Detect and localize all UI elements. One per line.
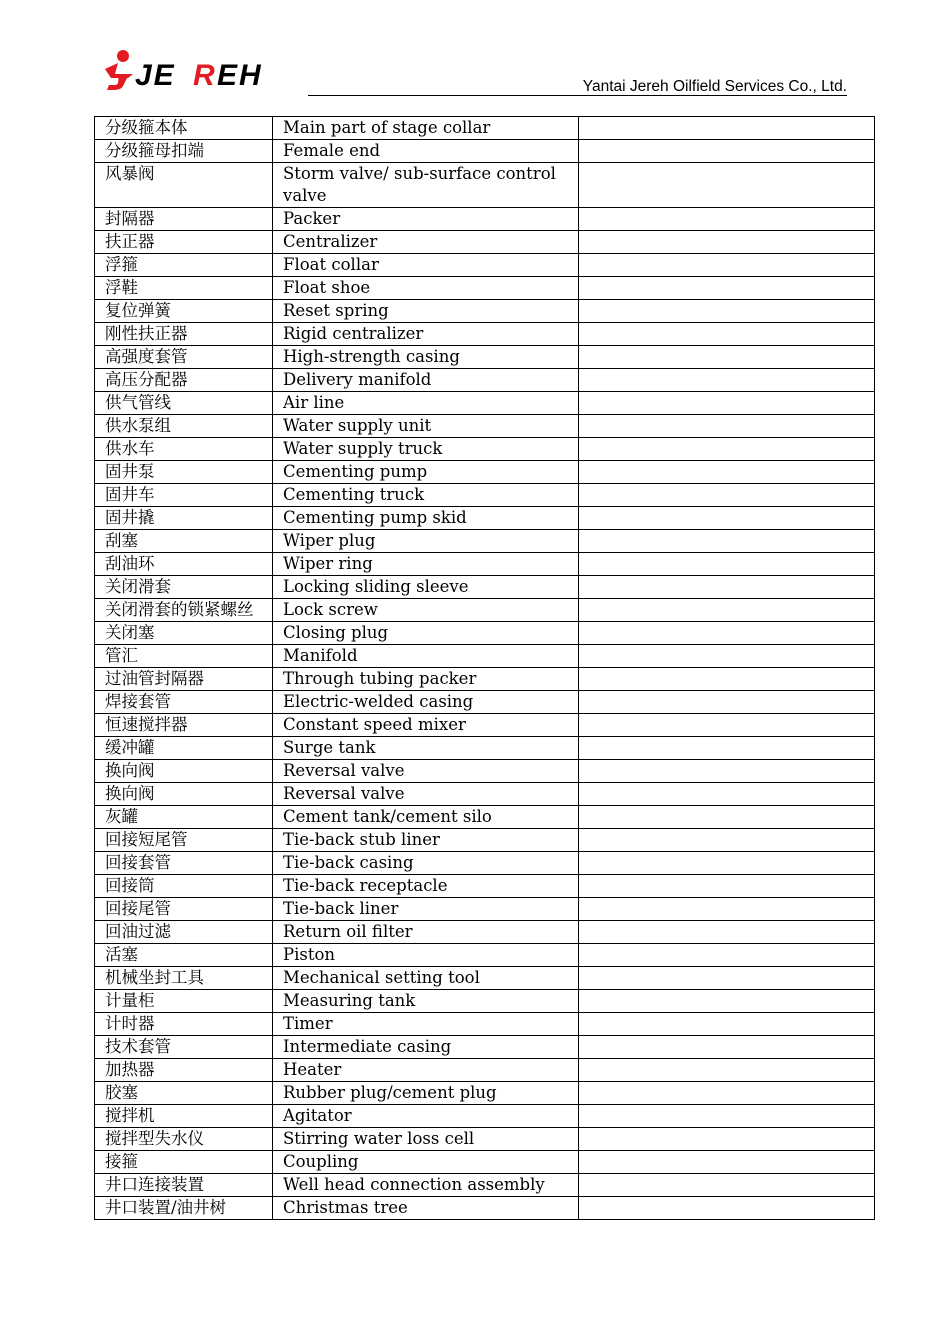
chinese-term: 活塞 (95, 944, 273, 967)
chinese-term: 井口连接装置 (95, 1174, 273, 1197)
glossary-body (95, 117, 875, 1220)
note-cell (579, 392, 875, 415)
chinese-term: 高压分配器 (95, 369, 273, 392)
table-row (95, 576, 875, 599)
chinese-term: 固井泵 (95, 461, 273, 484)
note-cell (579, 231, 875, 254)
chinese-term: 计量柜 (95, 990, 273, 1013)
chinese-term: 恒速搅拌器 (95, 714, 273, 737)
table-row (95, 944, 875, 967)
table-row (95, 1036, 875, 1059)
chinese-term: 高强度套管 (95, 346, 273, 369)
chinese-term: 回接筒 (95, 875, 273, 898)
header-rule (308, 95, 847, 96)
table-row (95, 231, 875, 254)
chinese-term: 回接尾管 (95, 898, 273, 921)
table-row (95, 622, 875, 645)
english-term: Main part of stage collar (273, 117, 579, 140)
svg-text:R: R (193, 59, 215, 92)
english-term: Reversal valve (273, 760, 579, 783)
jereh-logo (103, 48, 303, 92)
english-term: Constant speed mixer (273, 714, 579, 737)
english-term: Coupling (273, 1151, 579, 1174)
chinese-term: 固井车 (95, 484, 273, 507)
english-term: Centralizer (273, 231, 579, 254)
english-term: Timer (273, 1013, 579, 1036)
chinese-term: 刮油环 (95, 553, 273, 576)
table-row (95, 530, 875, 553)
english-term: Cementing truck (273, 484, 579, 507)
chinese-term: 分级箍母扣端 (95, 140, 273, 163)
table-row (95, 714, 875, 737)
table-row (95, 392, 875, 415)
note-cell (579, 737, 875, 760)
table-row (95, 461, 875, 484)
svg-text:EH: EH (217, 59, 263, 92)
note-cell (579, 599, 875, 622)
chinese-term: 关闭塞 (95, 622, 273, 645)
note-cell (579, 875, 875, 898)
chinese-term: 灰罐 (95, 806, 273, 829)
company-name: Yantai Jereh Oilfield Services Co., Ltd. (582, 78, 847, 95)
english-term: High-strength casing (273, 346, 579, 369)
note-cell (579, 1151, 875, 1174)
note-cell (579, 530, 875, 553)
table-row (95, 1151, 875, 1174)
svg-text:JE: JE (135, 59, 176, 92)
table-row (95, 140, 875, 163)
english-term: Air line (273, 392, 579, 415)
chinese-term: 刮塞 (95, 530, 273, 553)
english-term: Storm valve/ sub-surface control valve (273, 163, 579, 208)
note-cell (579, 1059, 875, 1082)
table-row (95, 163, 875, 208)
note-cell (579, 553, 875, 576)
english-term: Lock screw (273, 599, 579, 622)
chinese-term: 浮鞋 (95, 277, 273, 300)
note-cell (579, 852, 875, 875)
note-cell (579, 806, 875, 829)
chinese-term: 换向阀 (95, 760, 273, 783)
table-row (95, 1197, 875, 1220)
english-term: Water supply truck (273, 438, 579, 461)
english-term: Cementing pump (273, 461, 579, 484)
chinese-term: 关闭滑套的锁紧螺丝 (95, 599, 273, 622)
chinese-term: 计时器 (95, 1013, 273, 1036)
chinese-term: 供水车 (95, 438, 273, 461)
english-term: Delivery manifold (273, 369, 579, 392)
table-row (95, 737, 875, 760)
english-term: Reversal valve (273, 783, 579, 806)
chinese-term: 搅拌机 (95, 1105, 273, 1128)
note-cell (579, 1197, 875, 1220)
english-term: Wiper plug (273, 530, 579, 553)
table-row (95, 645, 875, 668)
note-cell (579, 117, 875, 140)
note-cell (579, 714, 875, 737)
note-cell (579, 944, 875, 967)
english-term: Tie-back stub liner (273, 829, 579, 852)
english-term: Water supply unit (273, 415, 579, 438)
note-cell (579, 967, 875, 990)
chinese-term: 加热器 (95, 1059, 273, 1082)
chinese-term: 回接套管 (95, 852, 273, 875)
note-cell (579, 829, 875, 852)
table-row (95, 1082, 875, 1105)
table-row (95, 484, 875, 507)
chinese-term: 扶正器 (95, 231, 273, 254)
note-cell (579, 277, 875, 300)
english-term: Packer (273, 208, 579, 231)
note-cell (579, 783, 875, 806)
page-header (0, 0, 950, 110)
note-cell (579, 1036, 875, 1059)
chinese-term: 供气管线 (95, 392, 273, 415)
table-row (95, 346, 875, 369)
english-term: Float shoe (273, 277, 579, 300)
note-cell (579, 1013, 875, 1036)
english-term: Well head connection assembly (273, 1174, 579, 1197)
chinese-term: 焊接套管 (95, 691, 273, 714)
table-row (95, 875, 875, 898)
note-cell (579, 346, 875, 369)
english-term: Wiper ring (273, 553, 579, 576)
table-row (95, 369, 875, 392)
chinese-term: 井口装置/油井树 (95, 1197, 273, 1220)
chinese-term: 技术套管 (95, 1036, 273, 1059)
glossary-table (94, 116, 875, 1220)
table-row (95, 760, 875, 783)
english-term: Locking sliding sleeve (273, 576, 579, 599)
note-cell (579, 369, 875, 392)
table-row (95, 806, 875, 829)
chinese-term: 供水泵组 (95, 415, 273, 438)
chinese-term: 换向阀 (95, 783, 273, 806)
english-term: Mechanical setting tool (273, 967, 579, 990)
chinese-term: 封隔器 (95, 208, 273, 231)
table-row (95, 415, 875, 438)
english-term: Intermediate casing (273, 1036, 579, 1059)
note-cell (579, 921, 875, 944)
table-row (95, 1059, 875, 1082)
english-term: Heater (273, 1059, 579, 1082)
table-row (95, 921, 875, 944)
english-term: Cementing pump skid (273, 507, 579, 530)
table-row (95, 117, 875, 140)
table-row (95, 990, 875, 1013)
english-term: Surge tank (273, 737, 579, 760)
chinese-term: 管汇 (95, 645, 273, 668)
note-cell (579, 760, 875, 783)
english-term: Electric-welded casing (273, 691, 579, 714)
table-row (95, 852, 875, 875)
table-row (95, 1128, 875, 1151)
note-cell (579, 140, 875, 163)
table-row (95, 323, 875, 346)
chinese-term: 接箍 (95, 1151, 273, 1174)
table-row (95, 668, 875, 691)
table-row (95, 691, 875, 714)
table-row (95, 599, 875, 622)
note-cell (579, 668, 875, 691)
note-cell (579, 990, 875, 1013)
english-term: Reset spring (273, 300, 579, 323)
chinese-term: 搅拌型失水仪 (95, 1128, 273, 1151)
table-row (95, 438, 875, 461)
english-term: Closing plug (273, 622, 579, 645)
table-row (95, 783, 875, 806)
english-term: Rubber plug/cement plug (273, 1082, 579, 1105)
note-cell (579, 645, 875, 668)
note-cell (579, 898, 875, 921)
table-row (95, 300, 875, 323)
chinese-term: 复位弹簧 (95, 300, 273, 323)
note-cell (579, 300, 875, 323)
table-row (95, 254, 875, 277)
note-cell (579, 323, 875, 346)
note-cell (579, 461, 875, 484)
table-row (95, 553, 875, 576)
note-cell (579, 691, 875, 714)
chinese-term: 胶塞 (95, 1082, 273, 1105)
english-term: Return oil filter (273, 921, 579, 944)
chinese-term: 刚性扶正器 (95, 323, 273, 346)
chinese-term: 机械坐封工具 (95, 967, 273, 990)
chinese-term: 分级箍本体 (95, 117, 273, 140)
note-cell (579, 254, 875, 277)
english-term: Manifold (273, 645, 579, 668)
table-row (95, 829, 875, 852)
chinese-term: 关闭滑套 (95, 576, 273, 599)
chinese-term: 缓冲罐 (95, 737, 273, 760)
english-term: Tie-back liner (273, 898, 579, 921)
table-row (95, 507, 875, 530)
english-term: Tie-back receptacle (273, 875, 579, 898)
table-row (95, 208, 875, 231)
english-term: Female end (273, 140, 579, 163)
english-term: Float collar (273, 254, 579, 277)
chinese-term: 回油过滤 (95, 921, 273, 944)
english-term: Stirring water loss cell (273, 1128, 579, 1151)
note-cell (579, 415, 875, 438)
table-row (95, 1013, 875, 1036)
note-cell (579, 1105, 875, 1128)
note-cell (579, 507, 875, 530)
note-cell (579, 622, 875, 645)
note-cell (579, 208, 875, 231)
english-term: Rigid centralizer (273, 323, 579, 346)
note-cell (579, 1174, 875, 1197)
english-term: Piston (273, 944, 579, 967)
english-term: Christmas tree (273, 1197, 579, 1220)
note-cell (579, 1082, 875, 1105)
english-term: Through tubing packer (273, 668, 579, 691)
note-cell (579, 484, 875, 507)
english-term: Cement tank/cement silo (273, 806, 579, 829)
note-cell (579, 163, 875, 208)
english-term: Measuring tank (273, 990, 579, 1013)
note-cell (579, 438, 875, 461)
chinese-term: 风暴阀 (95, 163, 273, 208)
table-row (95, 967, 875, 990)
note-cell (579, 1128, 875, 1151)
chinese-term: 浮箍 (95, 254, 273, 277)
table-row (95, 1174, 875, 1197)
table-row (95, 1105, 875, 1128)
chinese-term: 回接短尾管 (95, 829, 273, 852)
table-row (95, 277, 875, 300)
chinese-term: 过油管封隔器 (95, 668, 273, 691)
table-row (95, 898, 875, 921)
chinese-term: 固井撬 (95, 507, 273, 530)
english-term: Tie-back casing (273, 852, 579, 875)
english-term: Agitator (273, 1105, 579, 1128)
note-cell (579, 576, 875, 599)
